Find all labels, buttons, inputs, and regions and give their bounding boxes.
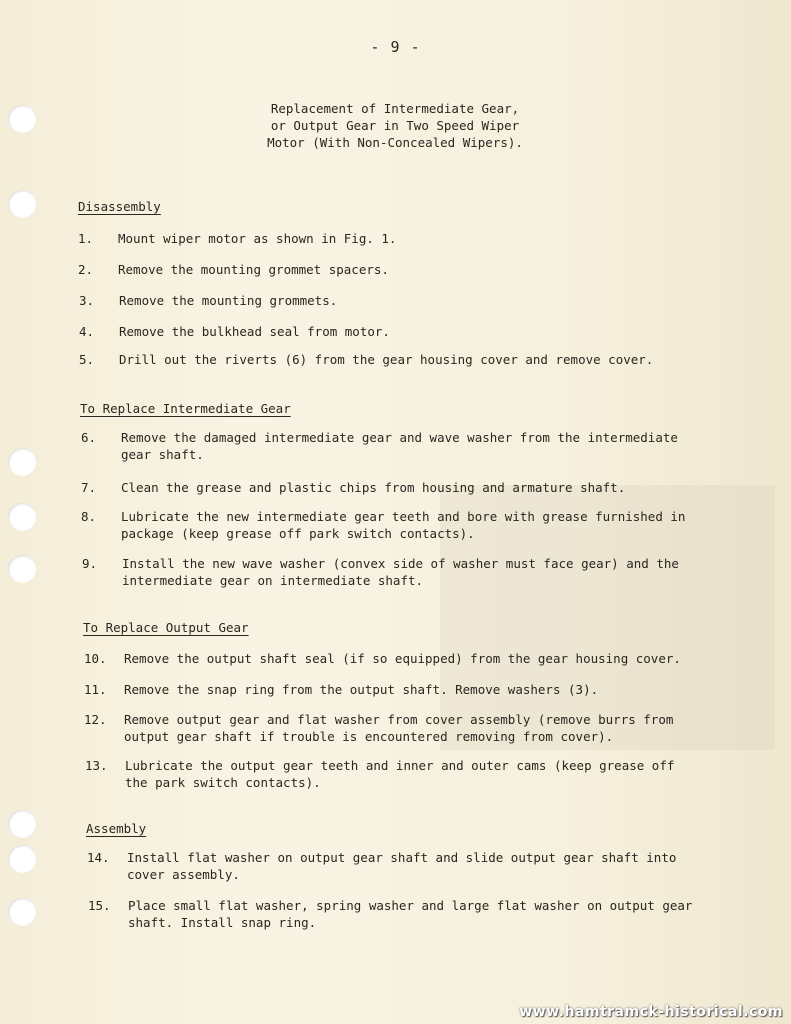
section-heading-assembly: Assembly (86, 821, 147, 836)
binder-hole (8, 448, 36, 476)
step-item (84, 681, 598, 698)
step-text: Remove the mounting grommet spacers. (118, 262, 389, 277)
step-number: 4. (79, 324, 95, 339)
step-text: Remove the output shaft seal (if so equipped) from the gear housing cover. (124, 651, 681, 666)
section-heading-intermediate-gear: To Replace Intermediate Gear (80, 401, 291, 416)
binder-hole (8, 190, 36, 218)
title-line: Motor (With Non-Concealed Wipers). (267, 135, 523, 150)
step-number: 14. (87, 850, 110, 865)
step-number: 13. (85, 758, 108, 773)
step-text: Remove the damaged intermediate gear and wave washer from the intermediate (121, 430, 678, 445)
step-number: 1. (78, 231, 94, 246)
step-item (78, 261, 389, 278)
step-number: 7. (81, 480, 97, 495)
step-text: intermediate gear on intermediate shaft. (122, 573, 424, 588)
step-item (84, 711, 673, 745)
binder-hole (8, 105, 36, 133)
step-text: shaft. Install snap ring. (128, 915, 317, 930)
step-item (81, 479, 625, 496)
step-item (81, 508, 685, 542)
step-number: 15. (88, 898, 111, 913)
step-text: Remove the snap ring from the output shaft. Remove washers (3). (124, 682, 599, 697)
step-text: Remove the mounting grommets. (119, 293, 338, 308)
binder-hole (8, 898, 36, 926)
page-title (230, 100, 560, 151)
step-item (79, 292, 337, 309)
step-number: 8. (81, 509, 97, 524)
step-item (79, 323, 390, 340)
step-text: the park switch contacts). (125, 775, 321, 790)
step-text: package (keep grease off park switch contacts). (121, 526, 475, 541)
step-number: 9. (82, 556, 98, 571)
binder-hole (8, 503, 36, 531)
step-number: 2. (78, 262, 94, 277)
step-text: Install flat washer on output gear shaft and slide output gear shaft into (127, 850, 677, 865)
step-number: 6. (81, 430, 97, 445)
page-number: - 9 - (370, 38, 421, 56)
watermark: www.hamtramck-historical.com (519, 1004, 783, 1020)
step-item (82, 555, 679, 589)
step-number: 3. (79, 293, 95, 308)
step-text: Mount wiper motor as shown in Fig. 1. (118, 231, 397, 246)
section-heading-output-gear: To Replace Output Gear (83, 620, 249, 635)
step-number: 11. (84, 682, 107, 697)
title-line: or Output Gear in Two Speed Wiper (270, 118, 520, 133)
step-number: 12. (84, 712, 107, 727)
title-line: Replacement of Intermediate Gear, (270, 101, 520, 116)
step-item (81, 429, 678, 463)
binder-hole (8, 845, 36, 873)
step-text: Install the new wave washer (convex side of washer must face gear) and the (122, 556, 679, 571)
step-text: Remove output gear and flat washer from cover assembly (remove burrs from (124, 712, 674, 727)
binder-hole (8, 555, 36, 583)
step-item (78, 230, 396, 247)
step-item (88, 897, 692, 931)
step-text: gear shaft. (121, 447, 204, 462)
step-number: 5. (79, 352, 95, 367)
step-text: Lubricate the new intermediate gear teeth and bore with grease furnished in (121, 509, 686, 524)
step-text: Place small flat washer, spring washer and large flat washer on output gear (128, 898, 693, 913)
step-text: output gear shaft if trouble is encountered removing from cover). (124, 729, 614, 744)
step-text: cover assembly. (127, 867, 240, 882)
step-item (87, 849, 676, 883)
step-text: Clean the grease and plastic chips from housing and armature shaft. (121, 480, 626, 495)
step-text: Lubricate the output gear teeth and inner and outer cams (keep grease off (125, 758, 675, 773)
step-text: Drill out the riverts (6) from the gear housing cover and remove cover. (119, 352, 654, 367)
step-item (79, 351, 653, 368)
binder-hole (8, 810, 36, 838)
step-item (84, 650, 681, 667)
step-item (85, 757, 674, 791)
step-number: 10. (84, 651, 107, 666)
section-heading-disassembly: Disassembly (78, 199, 161, 214)
step-text: Remove the bulkhead seal from motor. (119, 324, 390, 339)
